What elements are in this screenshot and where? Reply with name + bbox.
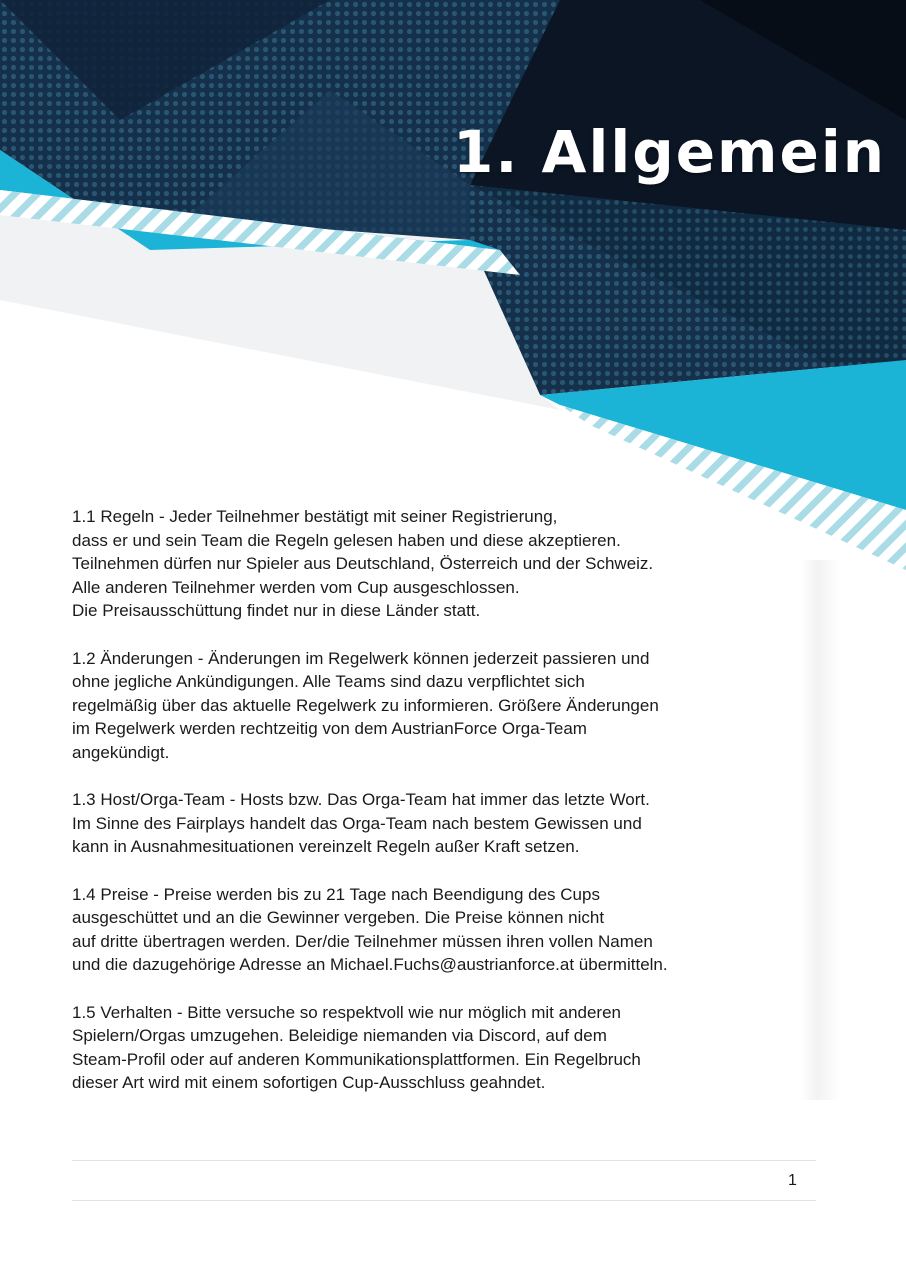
text-line: 1.4 Preise - Preise werden bis zu 21 Tage nach Beendigung des Cups bbox=[72, 884, 600, 904]
page-shadow bbox=[800, 560, 840, 1100]
text-line: dass er und sein Team die Regeln gelesen haben und diese akzeptieren. bbox=[72, 530, 621, 550]
rules-body bbox=[72, 505, 772, 1119]
text-line: Alle anderen Teilnehmer werden vom Cup ausgeschlossen. bbox=[72, 577, 520, 597]
text-line: 1.1 Regeln - Jeder Teilnehmer bestätigt mit seiner Registrierung, bbox=[72, 507, 558, 526]
page-title: 1. Allgemein bbox=[452, 118, 886, 186]
text-line: ausgeschüttet und an die Gewinner vergeben. Die Preise können nicht bbox=[72, 908, 605, 927]
section-host-orga-team bbox=[72, 788, 772, 859]
text-line: 1.3 Host/Orga-Team - Hosts bzw. Das Orga-Team hat immer das letzte Wort. bbox=[72, 790, 650, 809]
text-line: 1.2 Änderungen - Änderungen im Regelwerk können jederzeit passieren und bbox=[72, 648, 650, 668]
section-behavior bbox=[72, 1001, 772, 1095]
text-line: Die Preisausschüttung findet nur in diese Länder statt. bbox=[72, 601, 481, 620]
text-line: regelmäßig über das aktuelle Regelwerk zu informieren. Größere Änderungen bbox=[72, 695, 659, 715]
text-line: ohne jegliche Ankündigungen. Alle Teams sind dazu verpflichtet sich bbox=[72, 672, 585, 691]
text-line: Teilnehmen dürfen nur Spieler aus Deutschland, Österreich und der Schweiz. bbox=[72, 554, 654, 573]
text-line: Steam-Profil oder auf anderen Kommunikationsplattformen. Ein Regelbruch bbox=[72, 1049, 641, 1069]
footer-divider-top bbox=[72, 1160, 816, 1161]
text-line: auf dritte übertragen werden. Der/die Teilnehmer müssen ihren vollen Namen bbox=[72, 931, 653, 951]
text-line: 1.5 Verhalten - Bitte versuche so respektvoll wie nur möglich mit anderen bbox=[72, 1002, 621, 1022]
text-line: und die dazugehörige Adresse an Michael.Fuchs@austrianforce.at übermitteln. bbox=[72, 955, 668, 974]
text-line: kann in Ausnahmesituationen vereinzelt Regeln außer Kraft setzen. bbox=[72, 837, 580, 856]
section-changes bbox=[72, 647, 772, 765]
text-line: angekündigt. bbox=[72, 742, 170, 762]
page-number: 1 bbox=[788, 1172, 797, 1189]
text-line: im Regelwerk werden rechtzeitig von dem AustrianForce Orga-Team bbox=[72, 719, 587, 738]
footer-divider-bottom bbox=[72, 1200, 816, 1201]
text-line: Im Sinne des Fairplays handelt das Orga-Team nach bestem Gewissen und bbox=[72, 813, 642, 833]
section-prizes bbox=[72, 883, 772, 977]
section-rules bbox=[72, 505, 772, 623]
text-line: Spielern/Orgas umzugehen. Beleidige niemanden via Discord, auf dem bbox=[72, 1026, 607, 1045]
text-line: dieser Art wird mit einem sofortigen Cup-Ausschluss geahndet. bbox=[72, 1073, 546, 1092]
